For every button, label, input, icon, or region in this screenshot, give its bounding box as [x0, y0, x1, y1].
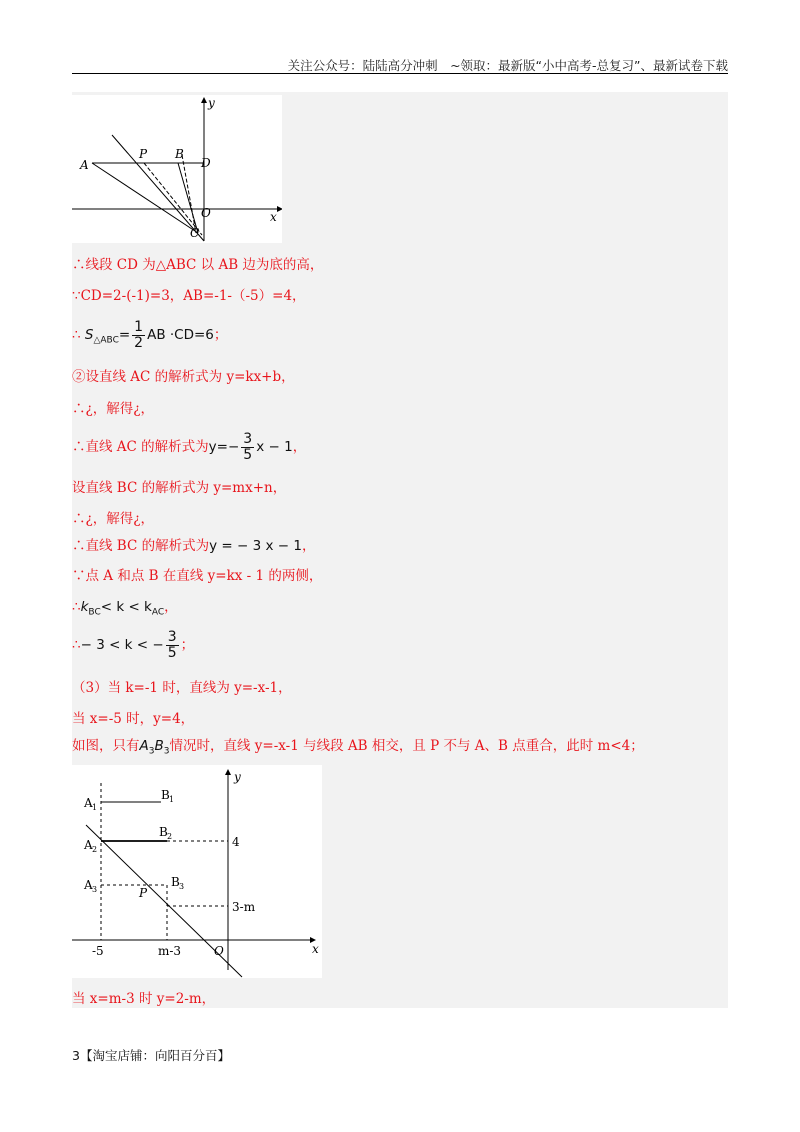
label-y: y [234, 770, 241, 784]
label-b2: B [159, 825, 168, 839]
solution-line-15 [72, 737, 644, 761]
label-a2: A [84, 838, 93, 852]
page-header [72, 52, 728, 74]
solution-line-8: ∴¿，解得¿， [72, 511, 154, 527]
figure-2-svg [72, 765, 322, 978]
bc-prefix: ∴直线 BC 的解析式为 [72, 538, 210, 554]
ac-lhs: y=− [208, 439, 240, 455]
y-axis-arrow [201, 97, 207, 103]
equals-sign: = [118, 327, 131, 343]
l15-post: 情况时，直线 y=-x-1 与线段 AB 相交，且 P 不与 A、B 点重合，此时 m<4； [169, 738, 644, 754]
solution-line-7: 设直线 BC 的解析式为 y=mx+n， [72, 480, 287, 496]
fraction-three-fifths [166, 630, 179, 661]
semicolon: ； [213, 327, 228, 343]
solution-line-2: ∵CD=2-(-1)=3，AB=-1-（-5）=4， [72, 288, 306, 304]
label-d: D [201, 156, 211, 170]
comma: ， [301, 538, 316, 554]
area-symbol: S [84, 327, 94, 343]
b3-symbol: B [154, 738, 164, 754]
figure-1 [72, 95, 282, 243]
header-rule [72, 73, 728, 74]
fraction-denominator: 5 [167, 645, 177, 661]
label-a1: A [84, 796, 93, 810]
page-footer: 3【淘宝店铺：向阳百分百】 [72, 1048, 230, 1063]
label-o: O [201, 206, 211, 220]
k-range: − 3 < k < − [80, 637, 164, 653]
solution-line-5: ∴¿，解得¿， [72, 401, 154, 417]
area-subscript: △ABC [93, 335, 119, 346]
label-o: O [214, 944, 224, 958]
therefore-symbol: ∴ [72, 637, 81, 653]
fraction-denominator: 5 [243, 447, 253, 463]
solution-line-6 [72, 430, 306, 464]
fraction-numerator: 3 [243, 431, 253, 447]
b3-subscript: 3 [163, 746, 170, 757]
label-y: y [208, 96, 215, 110]
comma: ， [164, 599, 178, 615]
label-p: P [139, 147, 148, 161]
therefore-symbol: ∴ [72, 599, 81, 615]
semicolon: ； [180, 637, 195, 653]
label-x: x [312, 942, 319, 956]
label-3-minus-m: 3-m [232, 900, 256, 914]
x-axis-arrow [277, 206, 282, 212]
l15-pre: 如图，只有 [72, 738, 140, 754]
fraction-three-fifths [241, 432, 254, 463]
fraction-numerator: 1 [134, 318, 144, 335]
label-b1: B [161, 788, 170, 802]
solution-line-14: 当 x=-5 时，y=4， [72, 711, 195, 727]
header-text: 关注公众号：陆陆高分冲刺 ~领取：最新版“小中高考-总复习”、最新试卷下载 [287, 58, 728, 73]
therefore-symbol: ∴ [72, 327, 81, 343]
k-subscript-ac: AC [151, 607, 165, 618]
label-a3: A [84, 878, 93, 892]
label-p: P [139, 886, 148, 900]
label-a1-sub: 1 [92, 803, 98, 812]
solution-line-13: （3）当 k=-1 时，直线为 y=-x-1， [72, 680, 292, 696]
k-symbol: k [80, 599, 89, 615]
label-b1-sub: 1 [169, 795, 175, 804]
solution-line-16: 当 x=m-3 时 y=2-m， [72, 991, 216, 1007]
fraction-numerator: 3 [167, 629, 177, 645]
ac-prefix: ∴直线 AC 的解析式为 [72, 439, 209, 455]
line-pc [144, 163, 202, 235]
ac-rhs: x − 1 [256, 439, 293, 455]
label-b3: B [171, 875, 180, 889]
label-neg5: -5 [92, 944, 104, 958]
solution-line-9 [72, 537, 315, 555]
solution-line-4: ②设直线 AC 的解析式为 y=kx+b， [72, 369, 295, 385]
label-b2-sub: 2 [167, 832, 173, 841]
label-a3-sub: 3 [92, 885, 98, 894]
label-four: 4 [232, 835, 240, 849]
label-b3-sub: 3 [179, 882, 185, 891]
label-c: C [190, 226, 200, 240]
label-a: A [80, 158, 89, 172]
y-axis-arrow [225, 769, 231, 775]
area-expression: AB ·CD=6 [147, 327, 214, 343]
label-b: B [175, 147, 184, 161]
solution-line-1: ∴线段 CD 为△ABC 以 AB 边为底的高， [72, 257, 324, 273]
label-m-minus-3: m-3 [158, 944, 182, 958]
a3-subscript: 3 [148, 746, 155, 757]
fraction-half [132, 320, 145, 351]
solution-line-10: ∵点 A 和点 B 在直线 y=kx - 1 的两侧， [72, 568, 323, 584]
comma: ， [292, 439, 307, 455]
solution-line-3 [72, 318, 227, 358]
solution-line-12 [72, 628, 194, 662]
figure-1-svg [72, 95, 282, 243]
inequality-middle: < k < k [100, 599, 152, 615]
label-x: x [270, 210, 277, 224]
fraction-denominator: 2 [134, 334, 144, 351]
label-a2-sub: 2 [92, 845, 98, 854]
a3-symbol: A [139, 738, 149, 754]
figure-2 [72, 765, 322, 978]
bc-equation: y = − 3 x − 1 [209, 538, 302, 554]
line-bc-dash [182, 155, 196, 233]
k-subscript-bc: BC [88, 607, 101, 618]
solution-line-11 [72, 598, 178, 622]
